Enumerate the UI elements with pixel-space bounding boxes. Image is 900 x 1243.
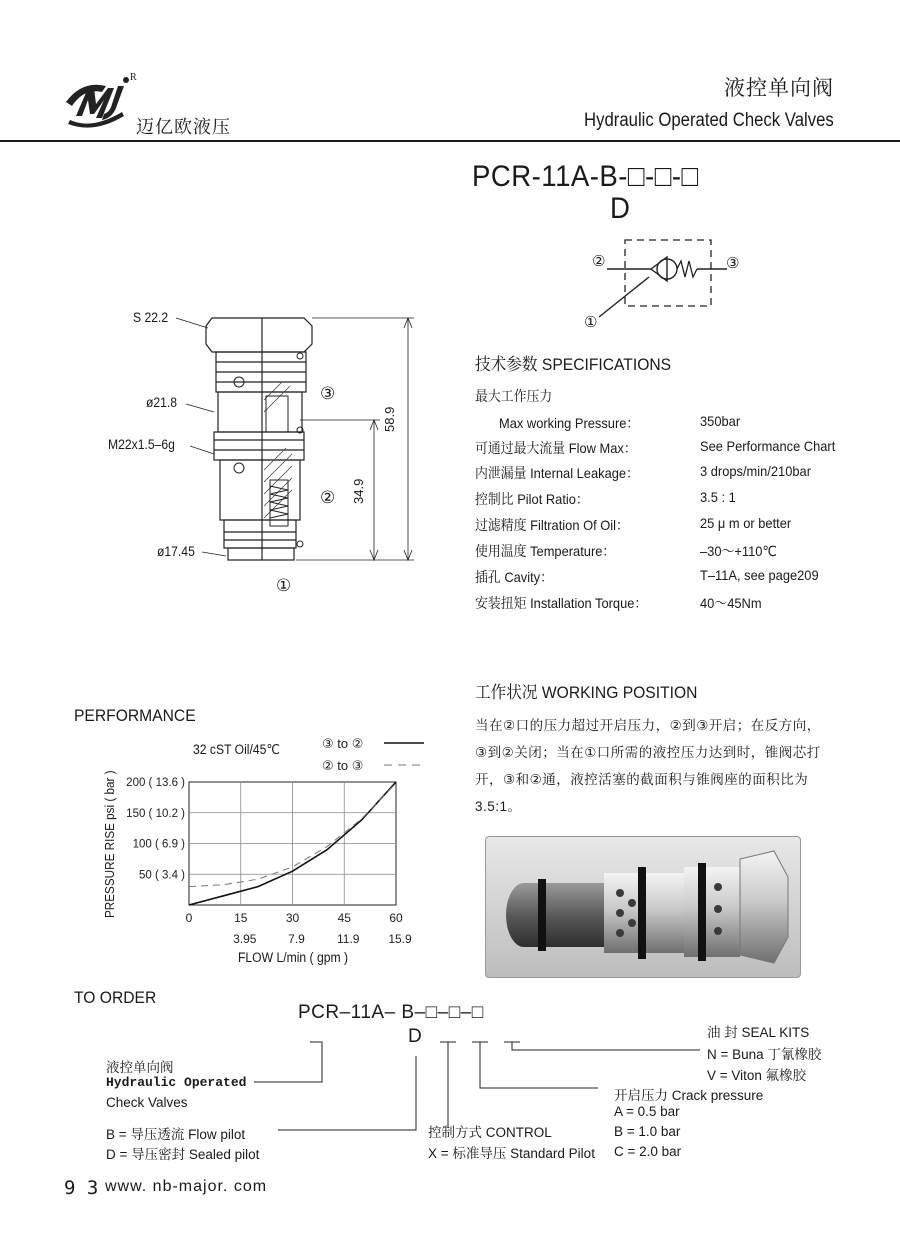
- chart-subtitle: 32 cST Oil/45℃: [193, 742, 281, 757]
- chart-x-tick-label: 15: [234, 911, 248, 925]
- spec-value: See Performance Chart: [700, 438, 836, 454]
- spec-label: 控制比 Pilot Ratio：: [475, 491, 589, 507]
- working-position-line: 当在②口的压力超过开启压力，②到③开启；在反方向，: [475, 718, 821, 733]
- drawing-port-2: ②: [320, 488, 336, 507]
- performance-chart: [90, 725, 450, 975]
- crack-pressure-b: B = 1.0 bar: [614, 1124, 681, 1139]
- website-link[interactable]: www. nb-major. com: [105, 1178, 268, 1195]
- chart-x-tick-label-secondary: 11.9: [337, 932, 360, 946]
- seal-kits-n: N = Buna 丁氰橡胶: [707, 1047, 822, 1062]
- valve-cross-section: [0, 300, 460, 610]
- working-position-line: 3.5:1。: [475, 799, 522, 814]
- header-divider: [0, 140, 900, 142]
- dim-diameter-upper: ø21.8: [146, 395, 178, 410]
- spec-label: 插孔 Cavity：: [475, 569, 554, 585]
- dim-hex-size: S 22.2: [133, 310, 169, 325]
- order-model-variant: D: [408, 1026, 422, 1047]
- spec-label: Max working Pressure：: [499, 415, 640, 431]
- order-model-code: PCR–11A– B–□–□–□: [298, 1002, 484, 1023]
- page-title-cn: 液控单向阀: [724, 77, 834, 100]
- control-x: X = 标准导压 Standard Pilot: [428, 1146, 595, 1161]
- working-position-title: 工作状况 WORKING POSITION: [475, 683, 698, 702]
- chart-y-tick-label: 150 ( 10.2 ): [126, 807, 185, 820]
- order-type-en2: Check Valves: [106, 1095, 188, 1110]
- product-photo: [485, 836, 801, 978]
- working-position-line: 开，③和②通，液控活塞的截面积与锥阀座的面积比为: [475, 772, 809, 787]
- spec-value: 350bar: [700, 413, 741, 429]
- spec-value: 40～45Nm: [700, 595, 762, 611]
- spec-label: 最大工作压力: [475, 388, 553, 404]
- order-type-en1: Hydraulic Operated: [106, 1075, 247, 1090]
- dim-lower-length: 34.9: [351, 478, 366, 504]
- dim-diameter-lower: ø17.45: [157, 544, 195, 559]
- spec-label: 过滤精度 Filtration Of Oil：: [475, 517, 629, 533]
- chart-x-tick-label-secondary: 15.9: [388, 932, 412, 946]
- chart-y-tick-label: 200 ( 13.6 ): [126, 777, 185, 789]
- control-title: 控制方式 CONTROL: [428, 1125, 552, 1140]
- seal-kits-title: 油 封 SEAL KITS: [707, 1025, 810, 1040]
- chart-x-tick-label-secondary: 7.9: [288, 932, 305, 946]
- spec-label: 内泄漏量 Internal Leakage：: [475, 465, 639, 481]
- drawing-port-1: ①: [276, 576, 292, 595]
- symbol-port-3: ③: [726, 255, 740, 272]
- dim-thread: M22x1.5–6g: [108, 437, 175, 452]
- chart-x-tick-label-secondary: 3.95: [233, 932, 257, 946]
- chart-canvas: [90, 725, 450, 975]
- chart-ylabel: PRESSURE RISE psi ( bar ): [102, 770, 117, 918]
- chart-y-tick-label: 50 ( 3.4 ): [138, 869, 185, 882]
- crack-pressure-a: A = 0.5 bar: [614, 1104, 680, 1119]
- symbol-port-2: ②: [592, 253, 606, 270]
- order-pilot-d: D = 导压密封 Sealed pilot: [106, 1147, 260, 1162]
- chart-xlabel: FLOW L/min ( gpm ): [238, 950, 349, 965]
- spec-value: T–11A, see page209: [700, 567, 819, 583]
- model-code: PCR-11A-B-□-□-□: [472, 160, 699, 193]
- chart-title: PERFORMANCE: [74, 706, 196, 725]
- order-type-cn: 液控单向阀: [106, 1060, 174, 1075]
- chart-legend-label: ② to ③: [322, 758, 364, 773]
- specifications-title: 技术参数 SPECIFICATIONS: [475, 355, 672, 374]
- spec-value: 3 drops/min/210bar: [700, 463, 811, 479]
- chart-x-tick-label: 60: [389, 911, 403, 925]
- page-number: 9 3: [64, 1177, 99, 1199]
- hydraulic-symbol: [585, 235, 745, 335]
- order-pilot-b: B = 导压透流 Flow pilot: [106, 1127, 246, 1142]
- spec-value: 3.5 : 1: [700, 489, 736, 505]
- crack-pressure-title: 开启压力 Crack pressure: [614, 1088, 764, 1103]
- dim-total-length: 58.9: [382, 406, 397, 432]
- seal-kits-v: V = Viton 氟橡胶: [707, 1068, 807, 1083]
- chart-x-tick-label: 0: [185, 911, 193, 925]
- order-title: TO ORDER: [74, 988, 157, 1007]
- trademark-mark: R: [130, 72, 137, 83]
- page-title-en: Hydraulic Operated Check Valves: [584, 110, 834, 131]
- spec-label: 可通过最大流量 Flow Max：: [475, 440, 637, 456]
- spec-label: 安装扭矩 Installation Torque：: [475, 595, 648, 611]
- crack-pressure-c: C = 2.0 bar: [614, 1144, 682, 1159]
- chart-x-tick-label: 30: [285, 911, 300, 925]
- drawing-port-3: ③: [320, 384, 336, 403]
- spec-label: 使用温度 Temperature：: [475, 543, 616, 559]
- company-name: 迈亿欧液压: [136, 117, 231, 137]
- chart-y-tick-label: 100 ( 6.9 ): [132, 838, 185, 851]
- symbol-port-1: ①: [584, 314, 598, 331]
- spec-value: –30～+110℃: [700, 543, 777, 559]
- working-position-line: ③到②关闭；当在①口所需的液控压力达到时，锥阀芯打: [475, 745, 821, 760]
- working-position-text: [475, 712, 855, 820]
- chart-legend-label: ③ to ②: [322, 736, 364, 751]
- model-code-variant: D: [610, 192, 631, 225]
- spec-value: 25 μ m or better: [700, 515, 792, 531]
- chart-x-tick-label: 45: [337, 911, 351, 925]
